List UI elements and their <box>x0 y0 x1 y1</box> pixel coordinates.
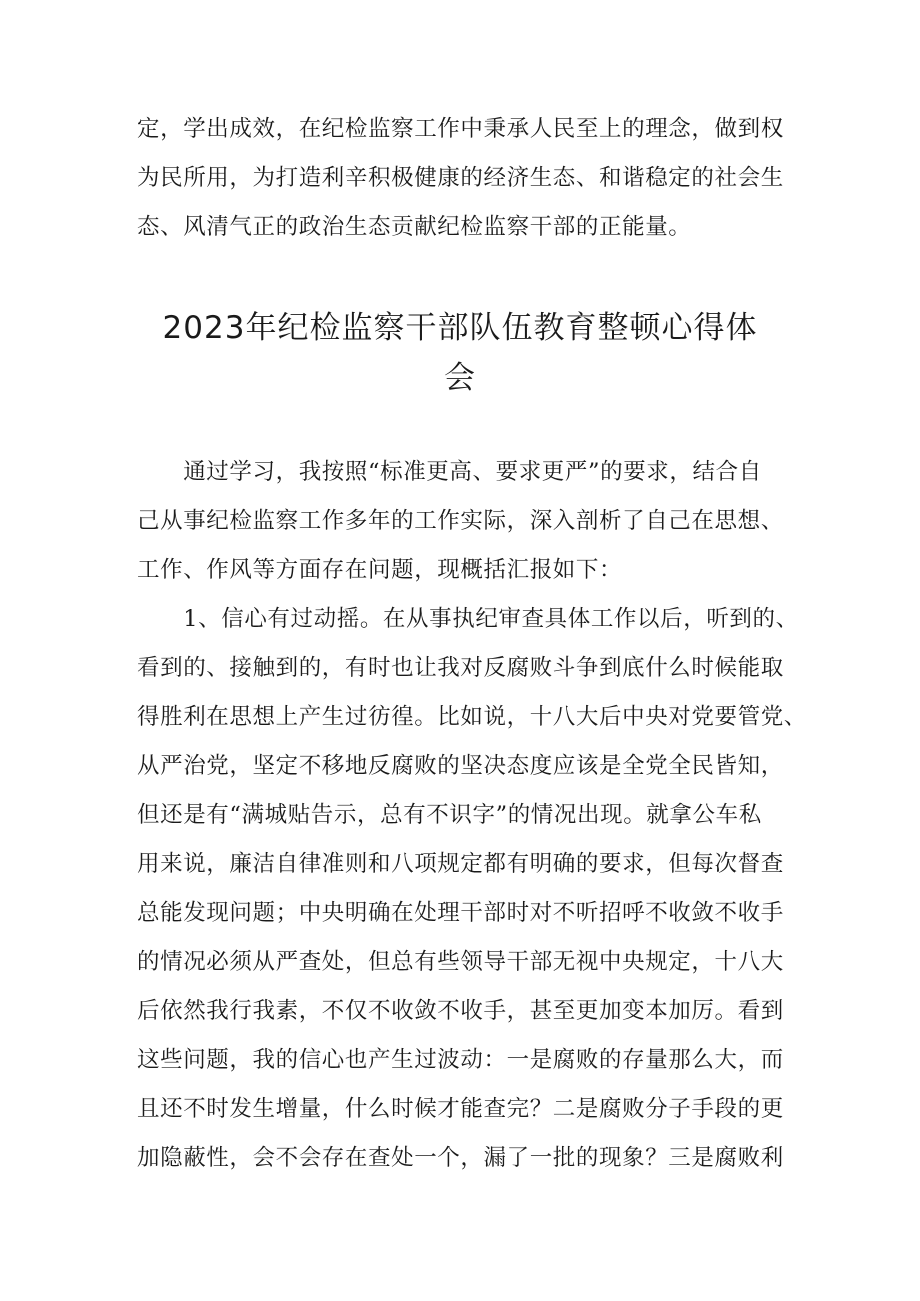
section1-line: 但还是有“满城贴告示，总有不识字”的情况出现。就拿公车私 <box>137 802 762 828</box>
section1-line: 的情况必须从严查处，但总有些领导干部无视中央规定，十八大 <box>137 949 784 975</box>
continuation-line: 为民所用，为打造利辛积极健康的经济生态、和谐稳定的社会生 <box>137 165 784 191</box>
section1-line: 后依然我行我素，不仅不收敛不收手，甚至更加变本加厉。看到 <box>137 998 784 1024</box>
section1-line: 总能发现问题；中央明确在处理干部时对不听招呼不收敛不收手 <box>137 900 784 926</box>
section1-line: 这些问题，我的信心也产生过波动：一是腐败的存量那么大，而 <box>137 1047 784 1073</box>
section1-line: 1、信心有过动摇。在从事执纪审查具体工作以后，听到的、 <box>137 606 799 632</box>
section1-line: 看到的、接触到的，有时也让我对反腐败斗争到底什么时候能取 <box>137 655 784 681</box>
section1-line: 且还不时发生增量，什么时候才能查完？二是腐败分子手段的更 <box>137 1096 784 1122</box>
document-title: 2023年纪检监察干部队伍教育整顿心得体 <box>162 310 758 346</box>
section1-line: 用来说，廉洁自律准则和八项规定都有明确的要求，但每次督查 <box>137 851 784 877</box>
document-title-continued: 会 <box>444 360 476 396</box>
intro-line: 通过学习，我按照“标准更高、要求更严”的要求，结合自 <box>137 459 762 485</box>
section1-line: 加隐蔽性，会不会存在查处一个，漏了一批的现象？三是腐败利 <box>137 1145 784 1171</box>
continuation-line: 定，学出成效，在纪检监察工作中秉承人民至上的理念，做到权 <box>137 116 784 142</box>
section1-line: 从严治党，坚定不移地反腐败的坚决态度应该是全党全民皆知， <box>137 753 784 779</box>
intro-line: 己从事纪检监察工作多年的工作实际，深入剖析了自己在思想、 <box>137 508 784 534</box>
continuation-line: 态、风清气正的政治生态贡献纪检监察干部的正能量。 <box>137 214 692 240</box>
section1-line: 得胜利在思想上产生过彷徨。比如说，十八大后中央对党要管党、 <box>137 704 807 730</box>
intro-line: 工作、作风等方面存在问题，现概括汇报如下： <box>137 557 623 583</box>
